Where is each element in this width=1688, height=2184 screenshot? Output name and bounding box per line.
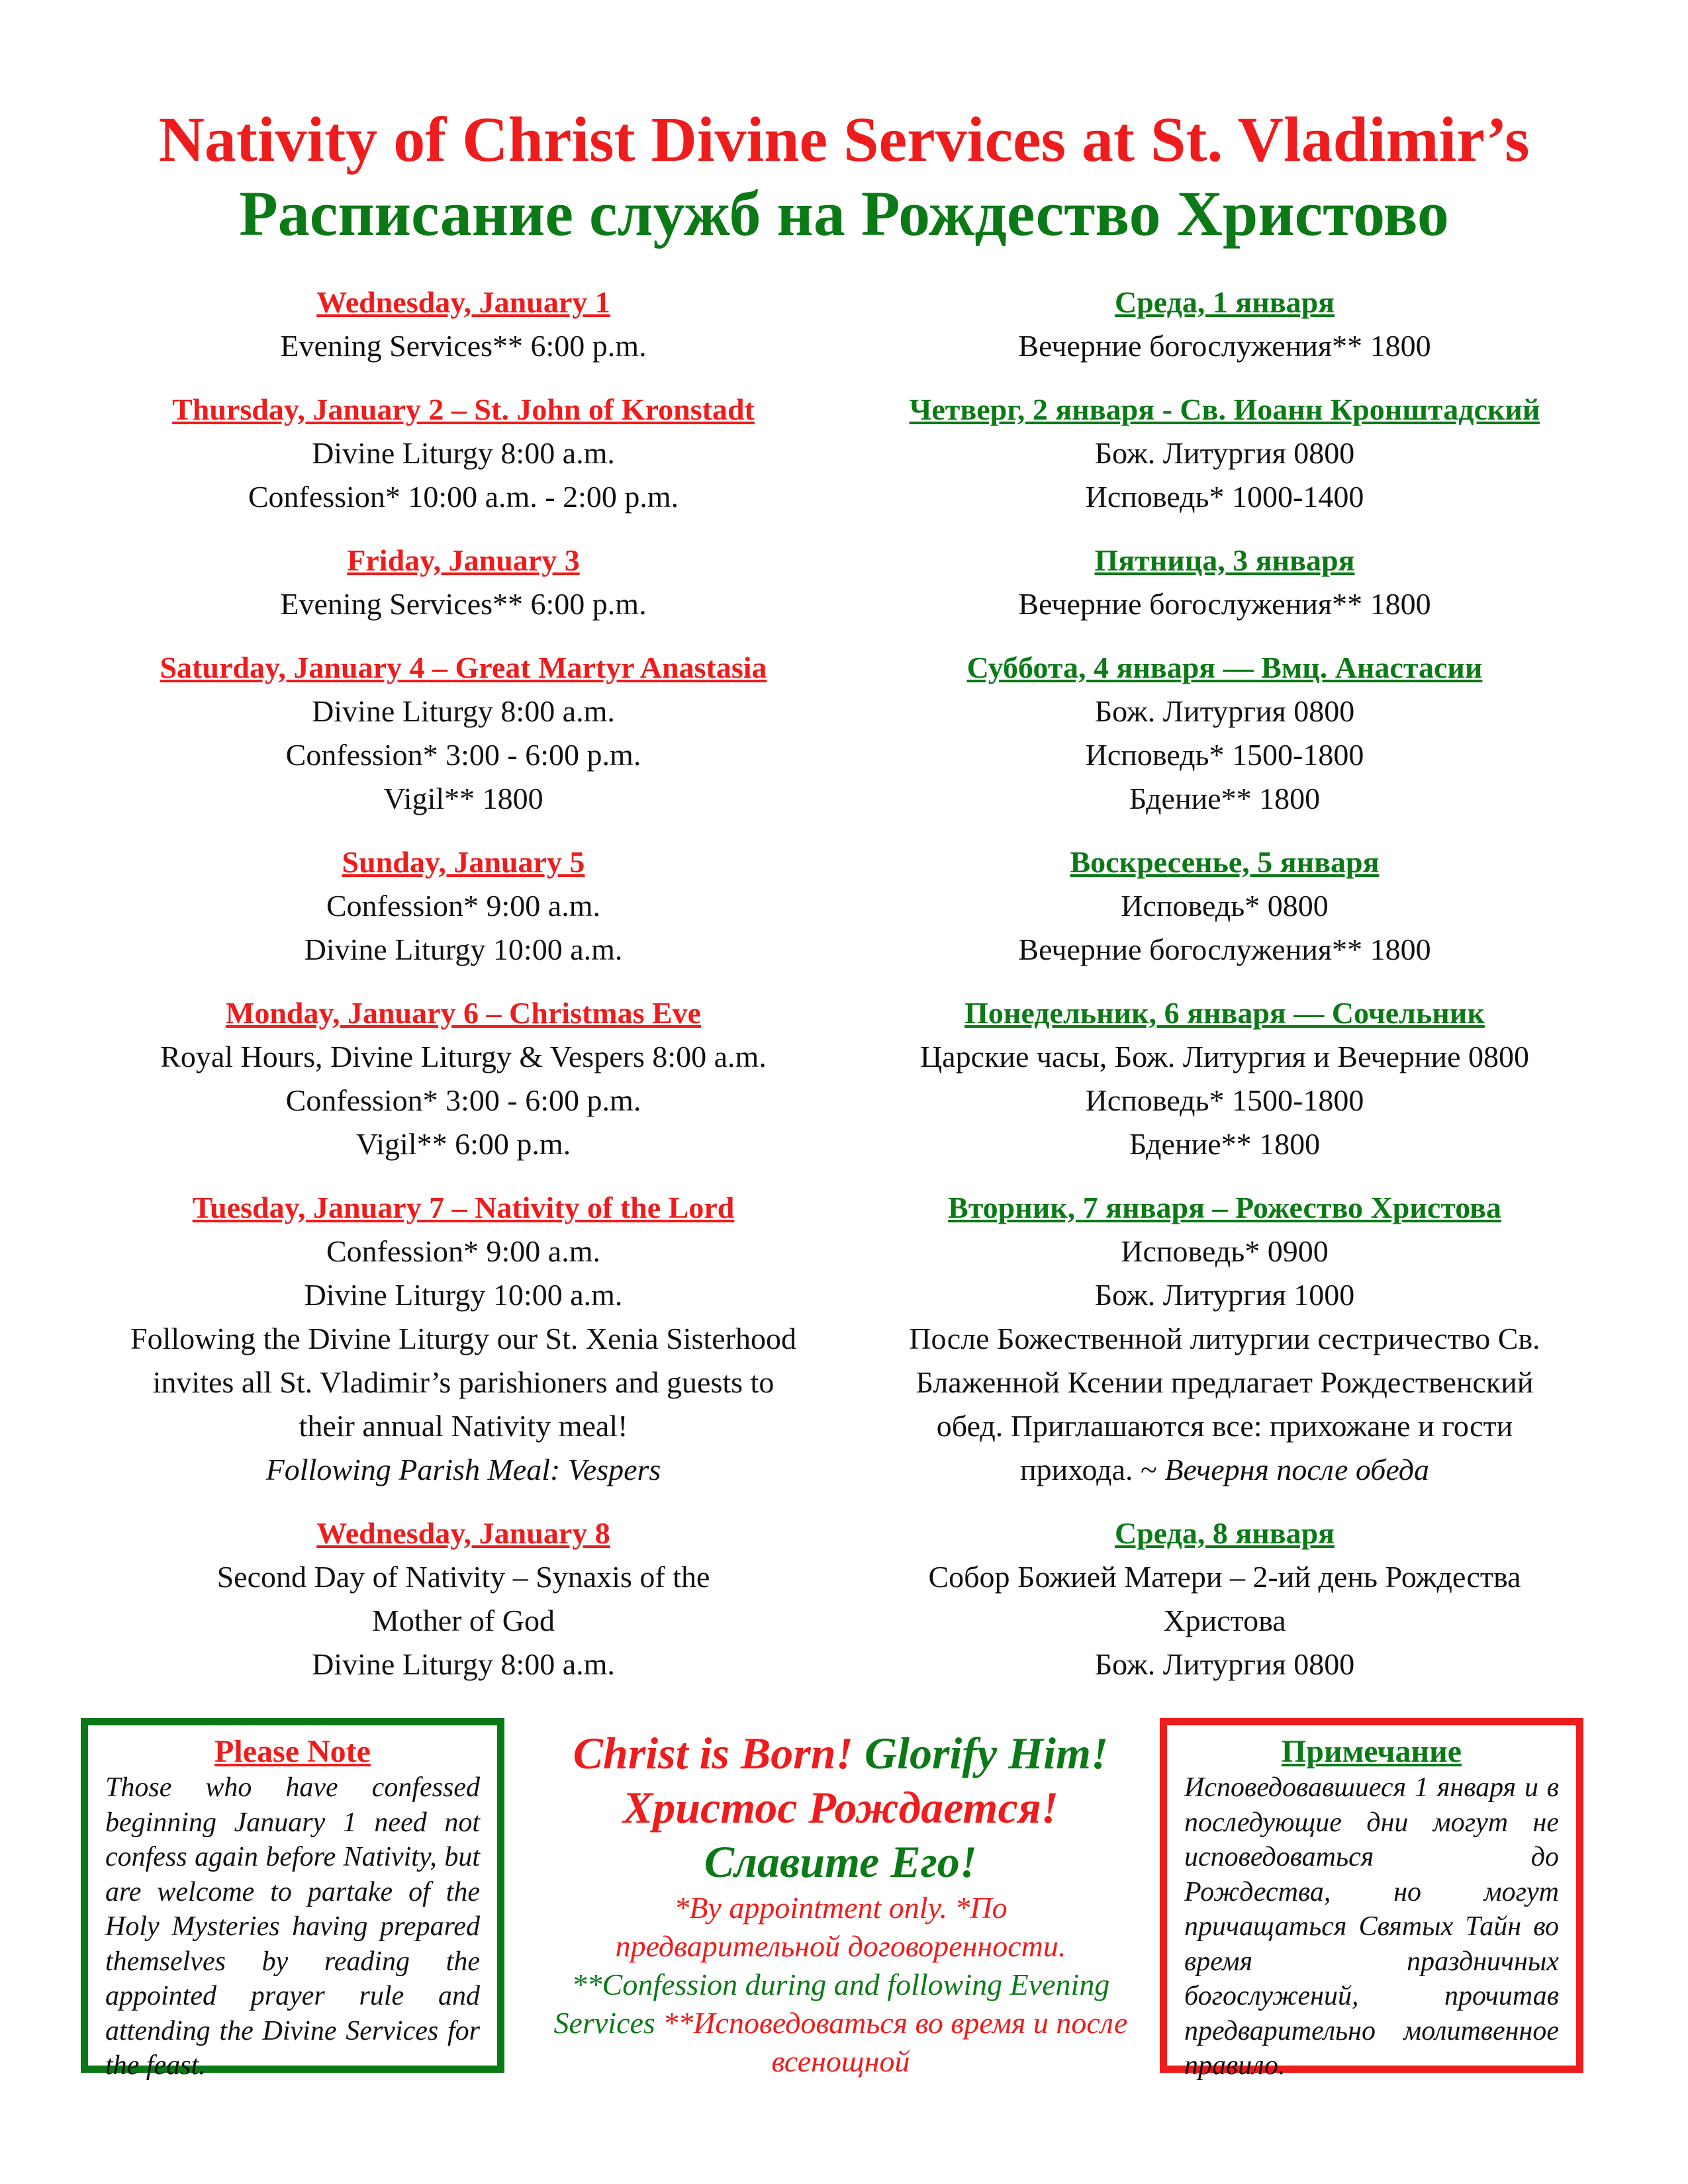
service-line: Бдение** 1800 [1129, 782, 1321, 815]
service-line: Mother of God [372, 1604, 555, 1637]
day-monday-jan-6 [86, 991, 841, 1166]
note-text: Those who have confessed beginning January 1 need not confess again before Nativity, but are welcome to partake of the Holy Mysteries having prepared themselves by reading the appointed prayer rule and attending the Divine Services for the feast. [105, 1772, 480, 2081]
service-line: Христова [1163, 1604, 1286, 1637]
day-header: Вторник, 7 января – Рожество Христова [948, 1191, 1501, 1224]
service-line: обед. Приглашаются все: прихожане и гости [936, 1409, 1513, 1443]
service-line: Вечерние богослужения** 1800 [1018, 329, 1431, 363]
service-line: Confession* 3:00 - 6:00 p.m. [285, 738, 641, 772]
day-header: Thursday, January 2 – St. John of Kronstadt [172, 392, 755, 426]
page-title-english: Nativity of Christ Divine Services at St. Vladimir’s [158, 104, 1530, 175]
day-header: Saturday, January 4 – Great Martyr Anastasia [160, 651, 767, 684]
greeting-russian-red: Христос Рождается! [622, 1782, 1059, 1833]
confession-note-english: **Confession during and following Evening Services [553, 1968, 1110, 2040]
service-line: Confession* 3:00 - 6:00 p.m. [285, 1083, 641, 1117]
greeting-block [543, 1726, 1139, 2081]
appointment-note [543, 1889, 1139, 1966]
note-box-english [81, 1718, 504, 2081]
day-header: Wednesday, January 8 [316, 1516, 610, 1550]
greeting-en-green: Glorify Him! [865, 1728, 1109, 1778]
day-chetverg-jan-2 [847, 388, 1602, 519]
service-line: their annual Nativity meal! [299, 1409, 628, 1443]
service-line: Исповедь* 0800 [1121, 889, 1329, 923]
day-pyatnitsa-jan-3 [847, 539, 1602, 626]
service-line: После Божественной литургии сестричество Св. [909, 1322, 1540, 1355]
service-line: Second Day of Nativity – Synaxis of the [216, 1560, 710, 1594]
service-line: Исповедь* 0900 [1121, 1234, 1329, 1268]
service-line: Собор Божией Матери – 2-ий день Рождества [928, 1560, 1521, 1594]
day-subbota-jan-4 [847, 646, 1602, 821]
service-line-italic-part: Вечерня после обеда [1164, 1453, 1429, 1486]
service-line: Evening Services** 6:00 p.m. [280, 587, 647, 621]
service-line: Following the Divine Liturgy our St. Xenia Sisterhood [130, 1322, 796, 1355]
service-line: Блаженной Ксении предлагает Рождественский [915, 1365, 1534, 1399]
service-line: Исповедь* 1500-1800 [1085, 1083, 1364, 1117]
service-line: Vigil** 6:00 p.m. [355, 1127, 571, 1161]
day-header: Friday, January 3 [347, 543, 580, 577]
service-line-plain-part: прихода. ~ [1020, 1453, 1165, 1486]
service-line: Бдение** 1800 [1129, 1127, 1321, 1161]
confession-note [543, 1966, 1139, 2081]
service-line: Вечерние богослужения** 1800 [1018, 587, 1431, 621]
service-line-italic: Following Parish Meal: Vespers [265, 1453, 661, 1486]
day-voskresenye-jan-5 [847, 841, 1602, 972]
service-line: Вечерние богослужения** 1800 [1018, 933, 1431, 966]
day-wednesday-jan-1 [86, 281, 841, 368]
service-line: Исповедь* 1500-1800 [1085, 738, 1364, 772]
service-line-mixed [847, 1448, 1602, 1492]
service-line: Divine Liturgy 8:00 a.m. [312, 1647, 615, 1681]
service-line: Vigil** 1800 [383, 782, 543, 815]
service-line: Бож. Литургия 0800 [1094, 1647, 1355, 1681]
service-line: Confession* 9:00 a.m. [326, 889, 600, 923]
russian-schedule [847, 281, 1602, 1706]
note-box-russian [1160, 1718, 1583, 2081]
day-header: Понедельник, 6 января — Сочельник [964, 996, 1485, 1030]
greeting-english [543, 1726, 1139, 1780]
service-line: Divine Liturgy 10:00 a.m. [304, 933, 623, 966]
service-line: Бож. Литургия 0800 [1094, 436, 1355, 470]
day-friday-jan-3 [86, 539, 841, 626]
note-header: Примечание [1281, 1734, 1462, 1769]
page-title-russian: Расписание служб на Рождество Христово [239, 178, 1449, 249]
appointment-line: предварительной договоренности. [615, 1929, 1066, 1963]
day-wednesday-jan-8 [86, 1512, 841, 1686]
greeting-en-red: Christ is Born! [573, 1728, 853, 1778]
service-line: Evening Services** 6:00 p.m. [280, 329, 647, 363]
note-text: Исповедовавшиеся 1 января и в последующие дни могут не исповедоваться до Рождества, но могут причащаться Святых Тайн во время праздничных богослужений, прочитав предварительно молитвенное правило. [1184, 1772, 1559, 2081]
service-line: Royal Hours, Divine Liturgy & Vespers 8:00 a.m. [160, 1040, 767, 1073]
day-thursday-jan-2 [86, 388, 841, 519]
service-line: invites all St. Vladimir’s parishioners and guests to [152, 1365, 774, 1399]
day-header: Суббота, 4 января — Вмц. Анастасии [966, 651, 1483, 684]
service-line: Divine Liturgy 8:00 a.m. [312, 436, 615, 470]
confession-note-russian: **Исповедоваться во время и после всенощной [663, 2006, 1128, 2078]
day-header: Пятница, 3 января [1094, 543, 1355, 577]
day-header: Четверг, 2 января - Св. Иоанн Кронштадский [909, 392, 1540, 426]
day-header: Воскресенье, 5 января [1070, 845, 1380, 879]
day-sunday-jan-5 [86, 841, 841, 972]
day-header: Среда, 1 января [1114, 285, 1335, 319]
appointment-line: *By appointment only. *По [674, 1891, 1008, 1925]
service-line: Divine Liturgy 8:00 a.m. [312, 694, 615, 728]
day-sreda-jan-1 [847, 281, 1602, 368]
day-header: Monday, January 6 – Christmas Eve [225, 996, 702, 1030]
english-schedule [86, 281, 841, 1706]
day-tuesday-jan-7 [86, 1186, 841, 1492]
day-sreda-jan-8 [847, 1512, 1602, 1686]
service-line: Царские часы, Бож. Литургия и Вечерние 0800 [919, 1040, 1530, 1073]
note-header: Please Note [214, 1734, 371, 1769]
service-line: Confession* 9:00 a.m. [326, 1234, 600, 1268]
service-line: Исповедь* 1000-1400 [1085, 480, 1364, 514]
service-line: Бож. Литургия 0800 [1094, 694, 1355, 728]
day-header: Tuesday, January 7 – Nativity of the Lord [192, 1191, 735, 1224]
day-ponedelnik-jan-6 [847, 991, 1602, 1166]
service-line: Divine Liturgy 10:00 a.m. [304, 1278, 623, 1312]
day-header: Sunday, January 5 [342, 845, 585, 879]
day-header: Среда, 8 января [1114, 1516, 1335, 1550]
service-line: Бож. Литургия 1000 [1094, 1278, 1355, 1312]
service-line: Confession* 10:00 a.m. - 2:00 p.m. [248, 480, 679, 514]
day-vtornik-jan-7 [847, 1186, 1602, 1492]
greeting-russian-green: Славите Его! [704, 1837, 978, 1887]
day-header: Wednesday, January 1 [316, 285, 610, 319]
day-saturday-jan-4 [86, 646, 841, 821]
